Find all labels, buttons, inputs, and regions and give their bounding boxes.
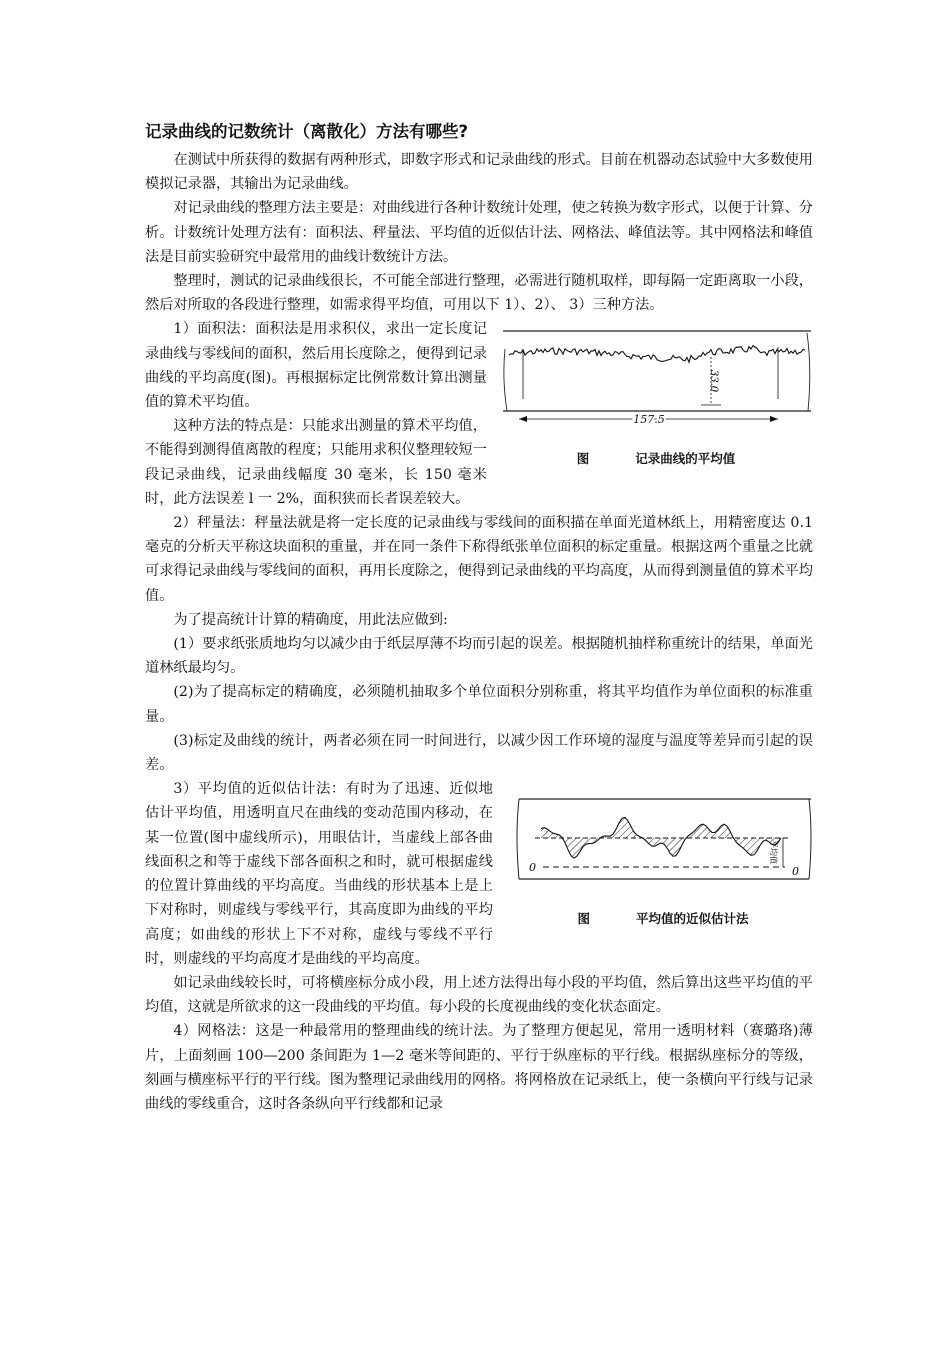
paragraph-weighing-method: 2）秤量法：秤量法就是将一定长度的记录曲线与零线间的面积描在单面光道林纸上，用精密度达 0.1 毫克的分析天平称这块面积的重量，并在同一条件下称得纸张单位面积的标定重量。根据这两个重量之比就可求得记录曲线与零线间的面积，再用长度除之，便得到记录曲线的平均高度，从而得到测量值的算术平均值。 <box>145 515 813 604</box>
record-curve-diagram <box>499 319 813 467</box>
figure2-tag: 图 <box>577 911 590 927</box>
paragraph-grid-method: 4）网格法：这是一种最常用的整理曲线的统计法。为了整理方便起见，常用一透明材料（赛璐珞)薄片，上面刻画 100—200 条间距为 1—2 毫米等间距的、平行于纵座标的平行线。根据纵座标分的等级，刻画与横座标平行的平行线。图为整理记录曲线用的网格。将网格放在记录纸上，使一条横向平行线与记录曲线的零线重合，这时各条纵向平行线都和记录 <box>145 1023 813 1112</box>
paragraph-estimation-method: 3）平均值的近似估计法：有时为了迅速、近似地估计平均值，用透明直尺在曲线的变动范围内移动，在某一位置(图中虚线所示)，用眼估计，当虚线上部各曲线面积之和等于虚线下部各面积之和时，就可根据虚线的位置计算曲线的平均高度。当曲线的形状基本上是上下对称时，则虚线与零线平行，其高度即为曲线的平均高度；如曲线的形状上下不对称，虚线与零线不平行时，则虚线的平均高度才是曲线的平均高度。 <box>145 781 493 967</box>
figure1-caption-text: 记录曲线的平均值 <box>635 451 736 467</box>
paragraph-area-method: 1）面积法：面积法是用求积仪，求出一定长度记录曲线与零线间的面积，然后用长度除之，便得到记录曲线的平均高度(图)。再根据标定比例常数计算出测量值的算术平均值。 <box>145 321 487 411</box>
paragraph-area-features: 这种方法的特点是：只能求出测量的算术平均值，不能得到测得值离散的程度；只能用求积仪整理较短一段记录曲线，记录曲线幅度 30 毫米，长 150 毫米时，此方法误差 l 一 2%，面积狭而长者误差较大。 <box>145 418 487 507</box>
figure-approximate-estimation <box>513 795 813 927</box>
figure2-caption <box>513 909 813 927</box>
paragraph-rule-2: (2)为了提高标定的精确度，必须随机抽取多个单位面积分别称重，将其平均值作为单位面积的标准重量。 <box>145 684 813 725</box>
zero-line-right-label: 0 <box>792 865 799 879</box>
paragraph-rule-1: (1）要求纸张质地均匀以减少由于纸层厚薄不均而引起的误差。根据随机抽样称重统计的结果，单面光道林纸最均匀。 <box>145 636 813 677</box>
figure1-tag: 图 <box>576 451 590 467</box>
figure1-caption <box>499 449 813 467</box>
page-title: 记录曲线的记数统计（离散化）方法有哪些? <box>145 122 469 141</box>
figure-record-curve-average <box>499 319 813 467</box>
paragraph-sampling: 整理时，测试的记录曲线很长，不可能全部进行整理，必需进行随机取样，即每隔一定距离取一小段，然后对所取的各段进行整理，如需求得平均值，可用以下 1）、2）、 3）三种方法。 <box>145 273 813 314</box>
estimation-diagram <box>513 795 813 927</box>
average-value-label: 平均值 <box>769 840 778 865</box>
height-label: 33.0 <box>708 370 719 393</box>
zero-line-left-label: 0 <box>529 861 536 875</box>
paragraph-estimation-segments: 如记录曲线较长时，可将横座标分成小段，用上述方法得出每小段的平均值，然后算出这些平均值的平均值，这就是所欲求的这一段曲线的平均值。每小段的长度视曲线的变化状态面定。 <box>145 974 813 1016</box>
paragraph-intro: 在测试中所获得的数据有两种形式，即数字形式和记录曲线的形式。目前在机器动态试验中大多数使用模拟记录器，其输出为记录曲线。 <box>145 152 813 193</box>
paragraph-methods: 对记录曲线的整理方法主要是：对曲线进行各种计数统计处理，使之转换为数字形式，以便于计算、分析。计数统计处理方法有：面积法、秤量法、平均值的近似估计法、网格法、峰值法等。其中网格法和峰值法是目前实验研究中最常用的曲线计数统计方法。 <box>145 200 813 265</box>
paragraph-rule-3: (3)标定及曲线的统计，两者必须在同一时间进行，以减少因工作环境的湿度与温度等差异而引起的误差。 <box>145 732 813 774</box>
document-page <box>145 120 813 1116</box>
figure2-caption-text: 平均值的近似估计法 <box>636 911 749 927</box>
paragraph-precision: 为了提高统计计算的精确度，用此法应做到: <box>173 611 448 628</box>
length-label: 157.5 <box>633 413 665 427</box>
